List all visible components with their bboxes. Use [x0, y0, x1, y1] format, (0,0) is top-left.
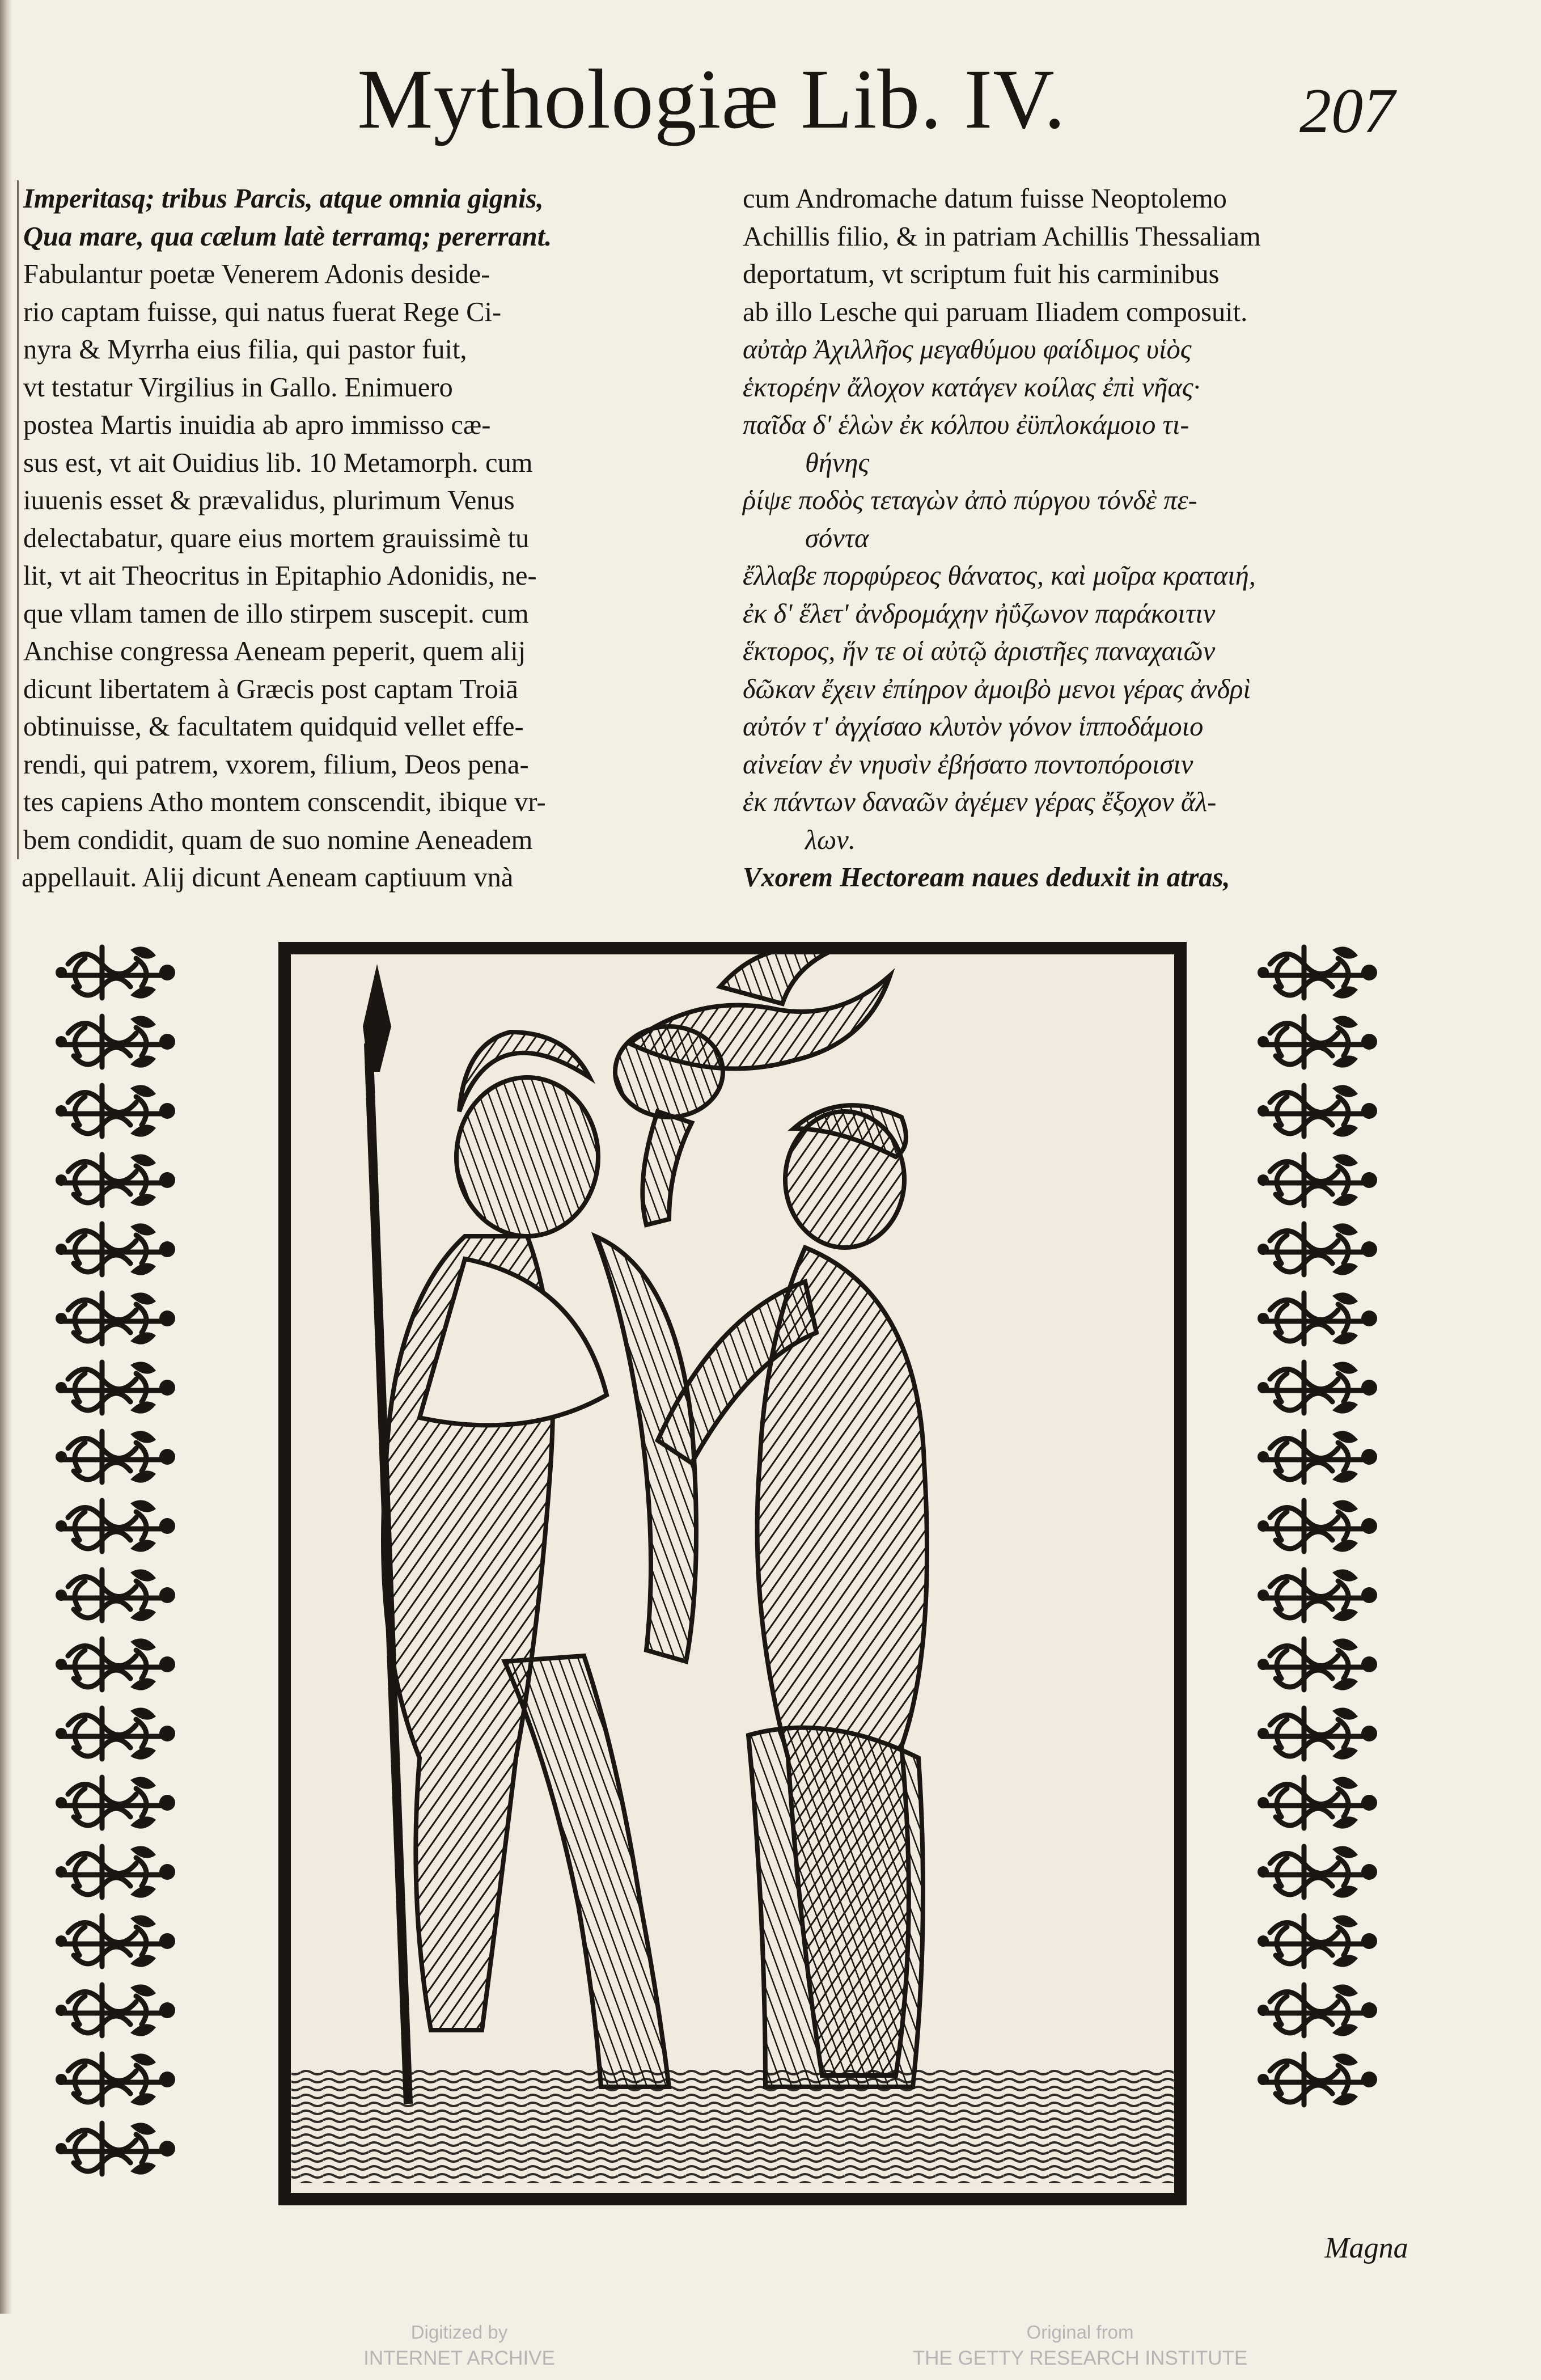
original-from-credit	[825, 2319, 1335, 2371]
greek-verse-line: ἑκτορέην ἄλοχον κατάγεν κοίλας ἐπὶ νῆας·	[743, 372, 1200, 403]
credit-source: INTERNET ARCHIVE	[363, 2347, 555, 2369]
page-gutter-shadow	[0, 0, 12, 2314]
greek-verse-line: αὐτὰρ Ἀχιλλῆος μεγαθύμου φαίδιμος υἱὸς	[743, 335, 1192, 365]
left-ornament-border	[51, 941, 198, 2189]
greek-verse-line: παῖδα δ' ἑλὼν ἐκ κόλπου ἐϋπλοκάμοιο τι-	[743, 410, 1189, 440]
text-line: Fabulantur poetæ Venerem Adonis deside-	[17, 256, 703, 294]
greek-verse-line: λων.	[805, 825, 856, 855]
page-number: 207	[1299, 76, 1395, 146]
verse-line: Imperitasq; tribus Parcis, atque omnia gignis,	[17, 180, 703, 218]
credit-source: THE GETTY RESEARCH INSTITUTE	[912, 2347, 1248, 2369]
greek-verse-line: ἕκτορος, ἥν τε οἱ αὐτῷ ἀριστῆες παναχαιῶν	[743, 636, 1216, 666]
text-line: rendi, qui patrem, vxorem, filium, Deos pena-	[17, 746, 703, 784]
text-line: appellauit. Alij dicunt Aeneam captiuum vnà	[22, 863, 514, 893]
greek-verse-line: αὐτόν τ' ἀγχίσαο κλυτὸν γόνον ἱπποδάμοιο	[743, 712, 1204, 742]
text-line: rio captam fuisse, qui natus fuerat Rege Ci-	[17, 294, 703, 332]
verse-line: Qua mare, qua cælum latè terramq; pererrant.	[17, 218, 703, 256]
text-line: que vllam tamen de illo stirpem suscepit. cum	[17, 595, 703, 633]
greek-verse-line: ἐκ πάντων δαναῶν ἀγέμεν γέρας ἔξοχον ἄλ-	[743, 787, 1217, 817]
text-line: lit, vt ait Theocritus in Epitaphio Adonidis, ne-	[17, 557, 703, 595]
digitized-by-credit	[204, 2319, 714, 2371]
text-line: tes capiens Atho montem conscendit, ibique vr-	[17, 784, 703, 822]
left-text-column	[17, 180, 703, 897]
text-line: cum Andromache datum fuisse Neoptolemo	[743, 184, 1227, 214]
right-text-column	[743, 180, 1446, 897]
text-line: ab illo Lesche qui paruam Iliadem composuit.	[743, 297, 1248, 327]
text-line: iuuenis esset & prævalidus, plurimum Venus	[17, 482, 703, 520]
right-ornament-border	[1253, 941, 1400, 2189]
verse-line: Vxorem Hectoream naues deduxit in atras,	[743, 863, 1230, 893]
text-line: obtinuisse, & facultatem quidquid vellet effe-	[17, 708, 703, 746]
text-line: sus est, vt ait Ouidius lib. 10 Metamorph. cum	[17, 445, 703, 483]
greek-verse-line: ῥίψε ποδὸς τεταγὼν ἀπὸ πύργου τόνδὲ πε-	[743, 485, 1197, 515]
greek-verse-line: αἰνείαν ἐν νηυσὶν ἐβήσατο ποντοπόροισιν	[743, 749, 1193, 780]
text-line: vt testatur Virgilius in Gallo. Enimuero	[17, 369, 703, 407]
greek-verse-line: δῶκαν ἔχειν ἐπίηρον ἀμοιβὸ μενοι γέρας ἀνδρὶ	[743, 674, 1251, 704]
text-line: bem condidit, quam de suo nomine Aeneadem	[17, 822, 703, 860]
catchword: Magna	[1324, 2232, 1408, 2264]
greek-verse-line: σόντα	[805, 523, 869, 553]
greek-verse-line: θήνης	[805, 447, 870, 478]
text-line: deportatum, vt scriptum fuit his carminibus	[743, 259, 1220, 289]
woodcut-illustration	[278, 941, 1191, 2210]
text-line: Anchise congressa Aeneam peperit, quem alij	[17, 633, 703, 671]
text-line: delectabatur, quare eius mortem grauissimè tu	[17, 520, 703, 558]
greek-verse-line: ἔλλαβε πορφύρεος θάνατος, καὶ μοῖρα κραταιή,	[743, 561, 1256, 591]
text-line: postea Martis inuidia ab apro immisso cæ-	[17, 407, 703, 445]
credit-label: Original from	[1026, 2322, 1134, 2343]
credit-label: Digitized by	[410, 2322, 508, 2343]
text-line: dicunt libertatem à Græcis post captam Troiā	[17, 671, 703, 709]
text-line: nyra & Myrrha eius filia, qui pastor fuit,	[17, 331, 703, 369]
text-line: Achillis filio, & in patriam Achillis Thessaliam	[743, 221, 1261, 252]
running-head-title: Mythologiæ Lib. IV.	[357, 52, 1066, 146]
greek-verse-line: ἐκ δ' ἕλετ' ἀνδρομάχην ἠΰζωνον παράκοιτιν	[743, 598, 1216, 629]
